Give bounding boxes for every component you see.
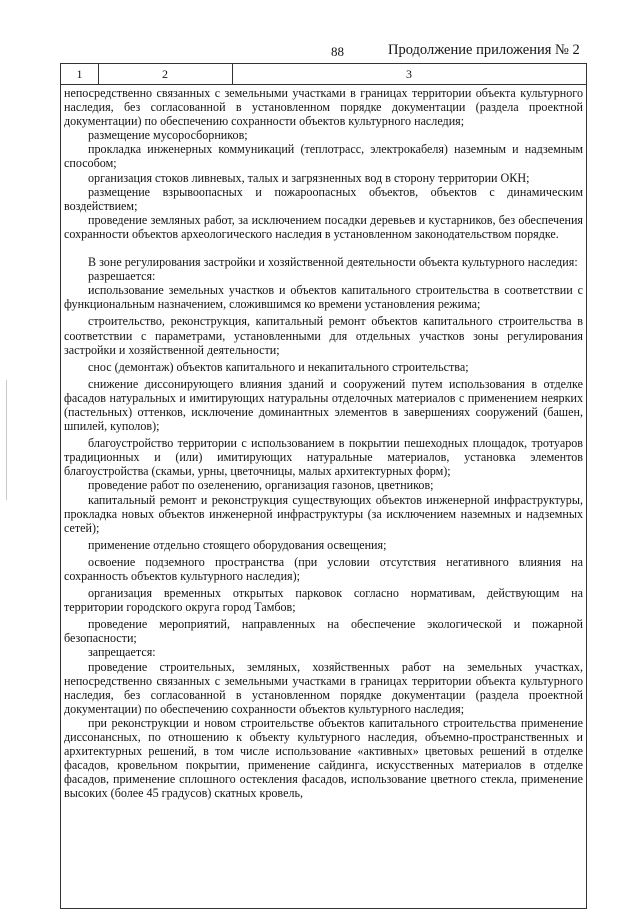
list-item: освоение подземного пространства (при условии отсутствия негативного влияния на сохранность объектов культурного наследия); [64,554,583,583]
list-item: при реконструкции и новом строительстве объектов капитального строительства применение диссонансных, по отношению к объекту культурного наследия, объемно-пространственных и архитектурных решений, в том числе использование «активных» цветовых решений в отделке фасадов, кровельном покрытии, применение сайдинга, искусственных материалов в отделке фасадов, применение сплошного остекления фасадов, использование цветного стекла, применение высоких (более 45 градусов) скатных кровель, [64,715,583,801]
list-item: организация стоков ливневых, талых и загрязненных вод в сторону территории ОКН; [88,170,530,185]
list-item: использование земельных участков и объектов капитального строительства в соответствии с функциональным назначением, сложившимся ко времени установления режима; [64,283,583,312]
list-item: размещение мусоросборников; [88,128,248,143]
regulation-text-cell [64,86,583,801]
column-divider [232,64,233,84]
list-item: проведение земляных работ, за исключением посадки деревьев и кустарников, без обеспечения сохранности объектов археологического наследия в установленном законодательством порядке. [64,212,583,241]
list-item: прокладка инженерных коммуникаций (теплотрасс, электрокабеля) наземным и надземным способом; [64,142,583,171]
paragraph: непосредственно связанных с земельными участками в границах территории объекта культурного наследия, без согласованной в установленном порядке документации (раздела проектной документации) по обеспечению сохранности объектов культурного наследия; [64,86,583,129]
header-row-divider [61,84,586,85]
subheading-forbidden: запрещается: [88,645,156,660]
list-item: снос (демонтаж) объектов капитального и некапитального строительства; [88,359,469,374]
list-item: проведение строительных, земляных, хозяйственных работ на земельных участках, непосредственно связанных с земельными участками в границах территории объекта культурного наследия, без согласованной в установленном порядке документации (раздела проектной документации) по обеспечению сохранности объектов культурного наследия; [64,659,583,716]
scan-margin-mark [6,380,7,500]
subheading-allowed: разрешается: [88,269,156,284]
column-header-3: 3 [406,67,412,81]
list-item: организация временных открытых парковок согласно нормативам, действующим на территории городского округа город Тамбов; [64,586,583,615]
list-item: проведение работ по озеленению, организация газонов, цветников; [88,478,434,493]
section-heading: В зоне регулирования застройки и хозяйственной деятельности объекта культурного наследия: [88,255,578,270]
document-table [60,63,587,909]
list-item: благоустройство территории с использованием в покрытии пешеходных площадок, тротуаров традиционных и (или) имитирующих натуральные материалов, установка элементов благоустройства (скамьи, урны, цветочницы, малых архитектурных форм); [64,436,583,479]
list-item: размещение взрывоопасных и пожароопасных объектов, объектов с динамическим воздействием; [64,184,583,213]
appendix-title: Продолжение приложения № 2 [388,42,580,58]
list-item: капитальный ремонт и реконструкция существующих объектов инженерной инфраструктуры, прокладка новых объектов инженерной инфраструктуры (за исключением наземных и надземных сетей); [64,492,583,535]
list-item: снижение диссонирующего влияния зданий и сооружений путем использования в отделке фасадов натуральных и имитирующих натуральны отделочных материалов с применением неярких (пастельных) оттенков, исключение доминантных элементов в завершениях сооружений (башен, шпилей, куполов); [64,376,583,434]
page-number: 88 [331,44,344,59]
column-divider [98,64,99,84]
list-item: строительство, реконструкция, капитальный ремонт объектов капитального строительства в соответствии с параметрами, установленными для отдельных участков зоны регулирования застройки и хозяйственной деятельности; [64,314,583,357]
list-item: применение отдельно стоящего оборудования освещения; [88,537,387,552]
column-header-1: 1 [76,67,83,81]
column-header-2: 2 [162,67,168,81]
list-item: проведение мероприятий, направленных на обеспечение экологической и пожарной безопасности; [64,617,583,646]
